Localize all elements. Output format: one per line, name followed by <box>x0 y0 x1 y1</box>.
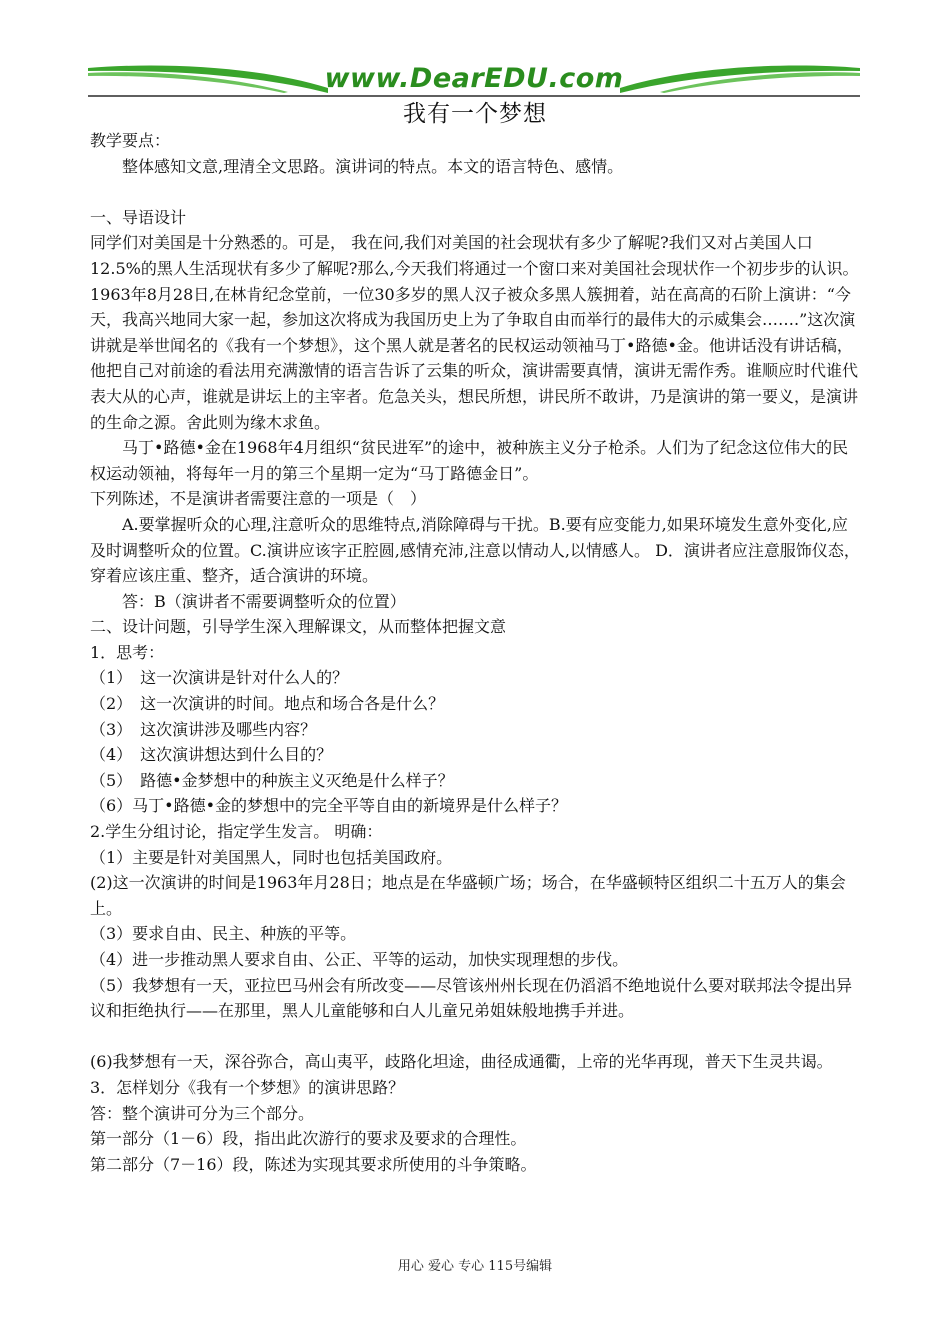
list-heading: 3．怎样划分《我有一个梦想》的演讲思路？ <box>90 1077 405 1097</box>
question-options: A.要掌握听众的心理,注意听众的思维特点,消除障碍与干扰。B.要有应变能力,如果环境发生意外变化,应及时调整听众的位置。C.演讲应该字正腔圆,感情充沛,注意以情动人,以情感人。 D．演讲者应注意服饰仪态，穿着应该庄重、整齐，适合演讲的环境。 <box>90 514 860 586</box>
answer-line: 答：整个演讲可分为三个部分。 <box>90 1103 315 1123</box>
list-item: （4） 这次演讲想达到什么目的？ <box>90 745 333 765</box>
list-item: （3）要求自由、民主、种族的平等。 <box>90 924 357 944</box>
intro-paragraph: 同学们对美国是十分熟悉的。可是， 我在问,我们对美国的社会现状有多少了解呢?我们又对占美国人口12.5%的黑人生活现状有多少了解呢?那么,今天我们将通过一个窗口来对美国社会现状作一个初步步的认识。1963年8月28日,在林肯纪念堂前，一位30多岁的黑人汉子被众多黑人簇拥着，站在高高的石阶上演讲：“今天，我高兴地同大家一起，参加这次将成为我国历史上为了争取自由而举行的最伟大的示威集会…….”这次演讲就是举世闻名的《我有一个梦想》，这个黑人就是著名的民权运动领袖马丁•路德•金。他讲话没有讲话稿，他把自己对前途的看法用充满激情的语言告诉了云集的听众，演讲需要真情，演讲无需作秀。谁顺应时代谁代表大从的心声，谁就是讲坛上的主宰者。危急关头，想民所想，讲民所不敢讲，乃是演讲的第一要义，是演讲的生命之源。舍此则为缘木求鱼。 <box>90 233 859 432</box>
teaching-points: 整体感知文意,理清全文思路。演讲词的特点。本文的语言特色、感情。 <box>122 156 624 176</box>
blank-line <box>90 1024 862 1050</box>
question-stem: 下列陈述，不是演讲者需要注意的一项是（ ） <box>90 489 427 509</box>
section-heading: 二、设计问题，引导学生深入理解课文，从而整体把握文意 <box>90 617 507 637</box>
list-heading: 1．思考： <box>90 642 165 662</box>
site-logo-text: www.DearEDU.com <box>324 63 624 94</box>
list-item: （1）主要是针对美国黑人，同时也包括美国政府。 <box>90 847 453 867</box>
list-item: （3） 这次演讲涉及哪些内容？ <box>90 719 317 739</box>
list-item: （1） 这一次演讲是针对什么人的？ <box>90 668 349 688</box>
answer-line: 答：B（演讲者不需要调整听众的位置） <box>122 591 406 611</box>
body-paragraph: 第二部分（7－16）段，陈述为实现其要求所使用的斗争策略。 <box>90 1154 537 1174</box>
section-heading: 一、导语设计 <box>90 207 187 227</box>
body-paragraph: 马丁•路德•金在1968年4月组织“贫民进军”的途中，被种族主义分子枪杀。人们为了纪念这位伟大的民权运动领袖，将每年一月的第三个星期一定为“马丁路德金日”。 <box>90 438 849 483</box>
site-header <box>88 58 860 100</box>
list-item: (6)我梦想有一天，深谷弥合，高山夷平，歧路化坦途，曲径成通衢，上帝的光华再现，普天下生灵共谒。 <box>90 1052 833 1072</box>
document-title: 我有一个梦想 <box>403 101 547 127</box>
list-item: (2)这一次演讲的时间是1963年月28日；地点是在华盛顿广场；场合，在华盛顿特区组织二十五万人的集会上。 <box>90 873 846 918</box>
list-item: （2） 这一次演讲的时间。地点和场合各是什么？ <box>90 694 445 714</box>
list-item: （5）我梦想有一天，亚拉巴马州会有所改变——尽管该州州长现在仍滔滔不绝地说什么要对联邦法令提出异议和拒绝执行——在那里，黑人儿童能够和白人儿童兄弟姐妹般地携手并进。 <box>90 975 853 1021</box>
page-footer: 用心 爱心 专心 115号编辑 <box>397 1259 553 1274</box>
list-item: （5） 路德•金梦想中的种族主义灭绝是什么样子？ <box>90 770 454 790</box>
body-paragraph: 第一部分（1－6）段，指出此次游行的要求及要求的合理性。 <box>90 1129 527 1149</box>
blank-line <box>90 179 862 205</box>
section-label: 教学要点： <box>90 131 171 150</box>
document-body <box>90 128 862 1177</box>
list-item: （6）马丁•路德•金的梦想中的完全平等自由的新境界是什么样子？ <box>90 796 568 816</box>
list-heading: 2.学生分组讨论，指定学生发言。 明确： <box>90 822 383 842</box>
list-item: （4）进一步推动黑人要求自由、公正、平等的运动，加快实现理想的步伐。 <box>90 950 629 969</box>
